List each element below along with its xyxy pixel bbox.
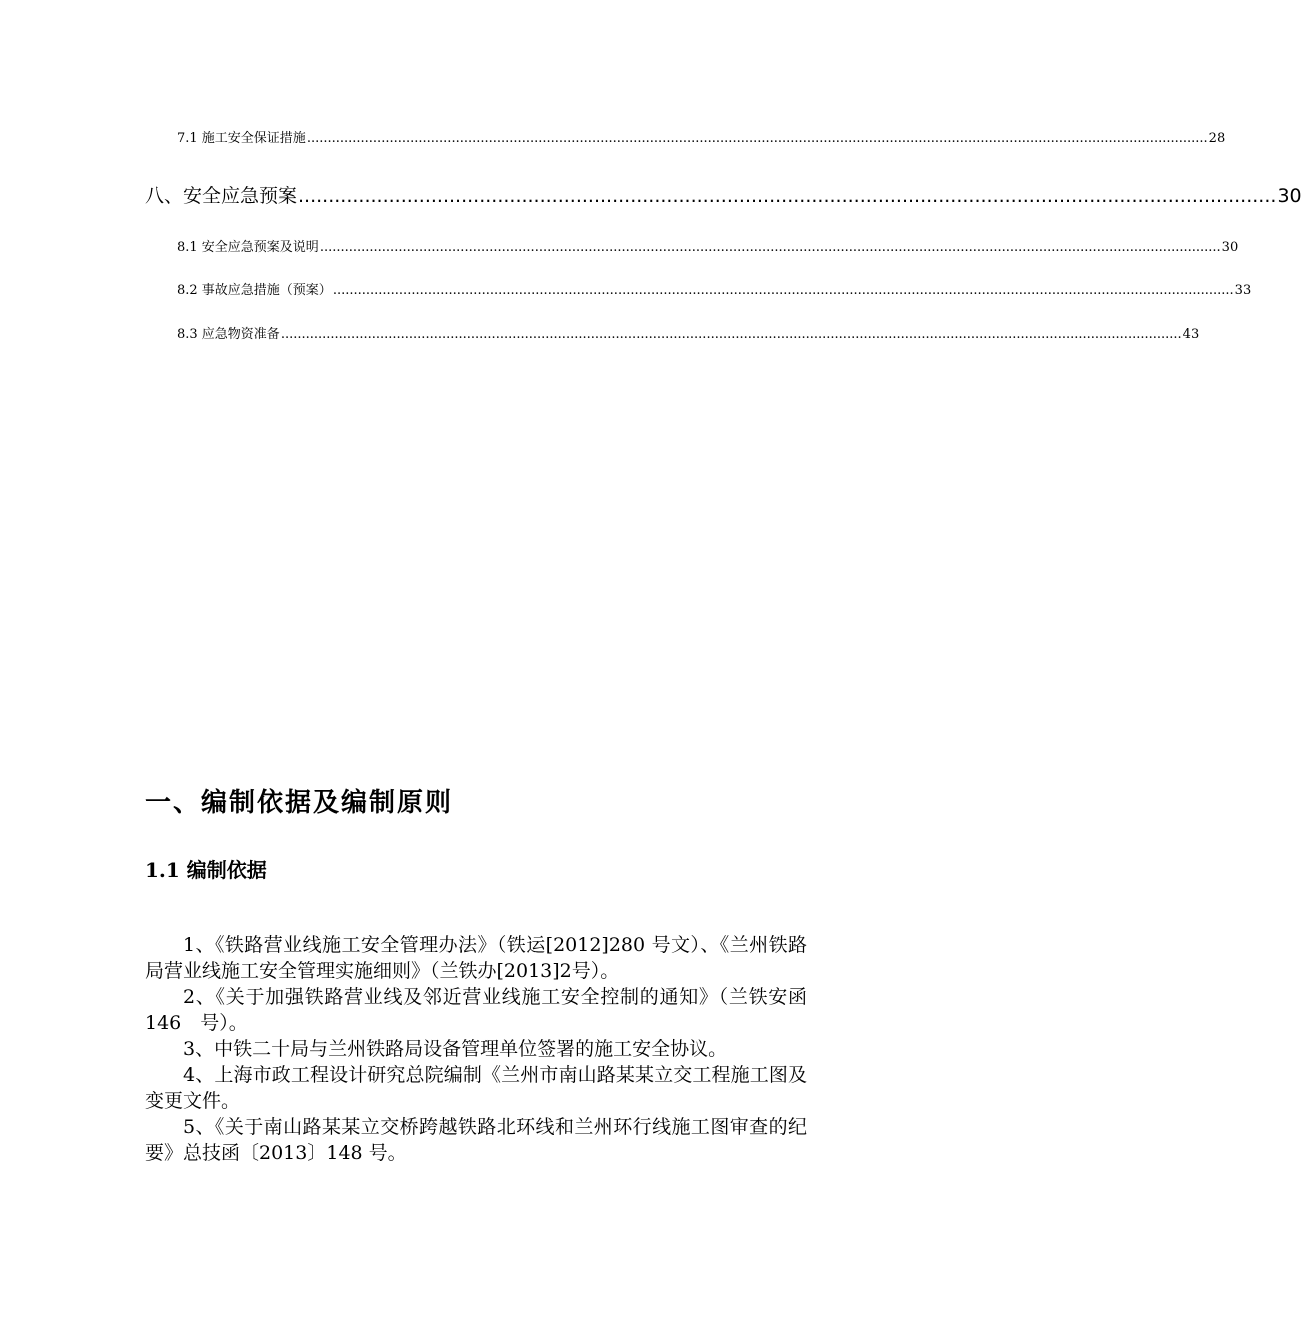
toc-entry-label: 八、安全应急预案 (145, 185, 298, 207)
toc-entry-page: 30 (1277, 185, 1302, 207)
toc-entry-label: 8.1 安全应急预案及说明 (177, 240, 319, 255)
toc-dot-leader: .................................................................................................................................................................. (298, 185, 1277, 207)
toc-entry-8-1[interactable] (177, 236, 1239, 255)
paragraph-1: 1、《铁路营业线施工安全管理办法》（铁运[2012]280 号文）、《兰州铁路局营业线施工安全管理实施细则》（兰铁办[2013]2号）。 (145, 934, 807, 982)
toc-entry-page: 33 (1234, 283, 1252, 298)
section-body (145, 932, 807, 1166)
toc-dot-leader: .......................................................................................................................................................................................................................... (306, 131, 1208, 146)
paragraph-2: 2、《关于加强铁路营业线及邻近营业线施工安全控制的通知》（兰铁安函 146 号）。 (145, 986, 807, 1034)
toc-entry-page: 30 (1221, 240, 1239, 255)
paragraph-3: 3、中铁二十局与兰州铁路局设备管理单位签署的施工安全协议。 (183, 1038, 728, 1060)
toc-entry-page: 43 (1182, 327, 1200, 342)
section-subheading: 1.1 编制依据 (145, 858, 267, 882)
section-heading: 一、编制依据及编制原则 (145, 788, 454, 818)
paragraph-4: 4、上海市政工程设计研究总院编制《兰州市南山路某某立交工程施工图及变更文件。 (145, 1064, 807, 1112)
toc-entry-8-2[interactable] (177, 279, 1252, 298)
toc-dot-leader: .......................................................................................................................................................................................................................... (332, 283, 1234, 298)
toc-dot-leader: .......................................................................................................................................................................................................................... (280, 327, 1182, 342)
toc-entry-label: 8.2 事故应急措施（预案） (177, 283, 332, 298)
toc-entry-label: 7.1 施工安全保证措施 (177, 131, 306, 146)
toc-entry-chapter-8[interactable] (145, 181, 1302, 207)
toc-entry-label: 8.3 应急物资准备 (177, 327, 280, 342)
toc-dot-leader: .......................................................................................................................................................................................................................... (319, 240, 1221, 255)
toc-entry-page: 28 (1208, 131, 1226, 146)
toc-entry-8-3[interactable] (177, 323, 1200, 342)
paragraph-5: 5、《关于南山路某某立交桥跨越铁路北环线和兰州环行线施工图审查的纪要》总技函〔2013〕148 号。 (145, 1116, 807, 1164)
toc-entry-7-1[interactable] (177, 127, 1226, 146)
